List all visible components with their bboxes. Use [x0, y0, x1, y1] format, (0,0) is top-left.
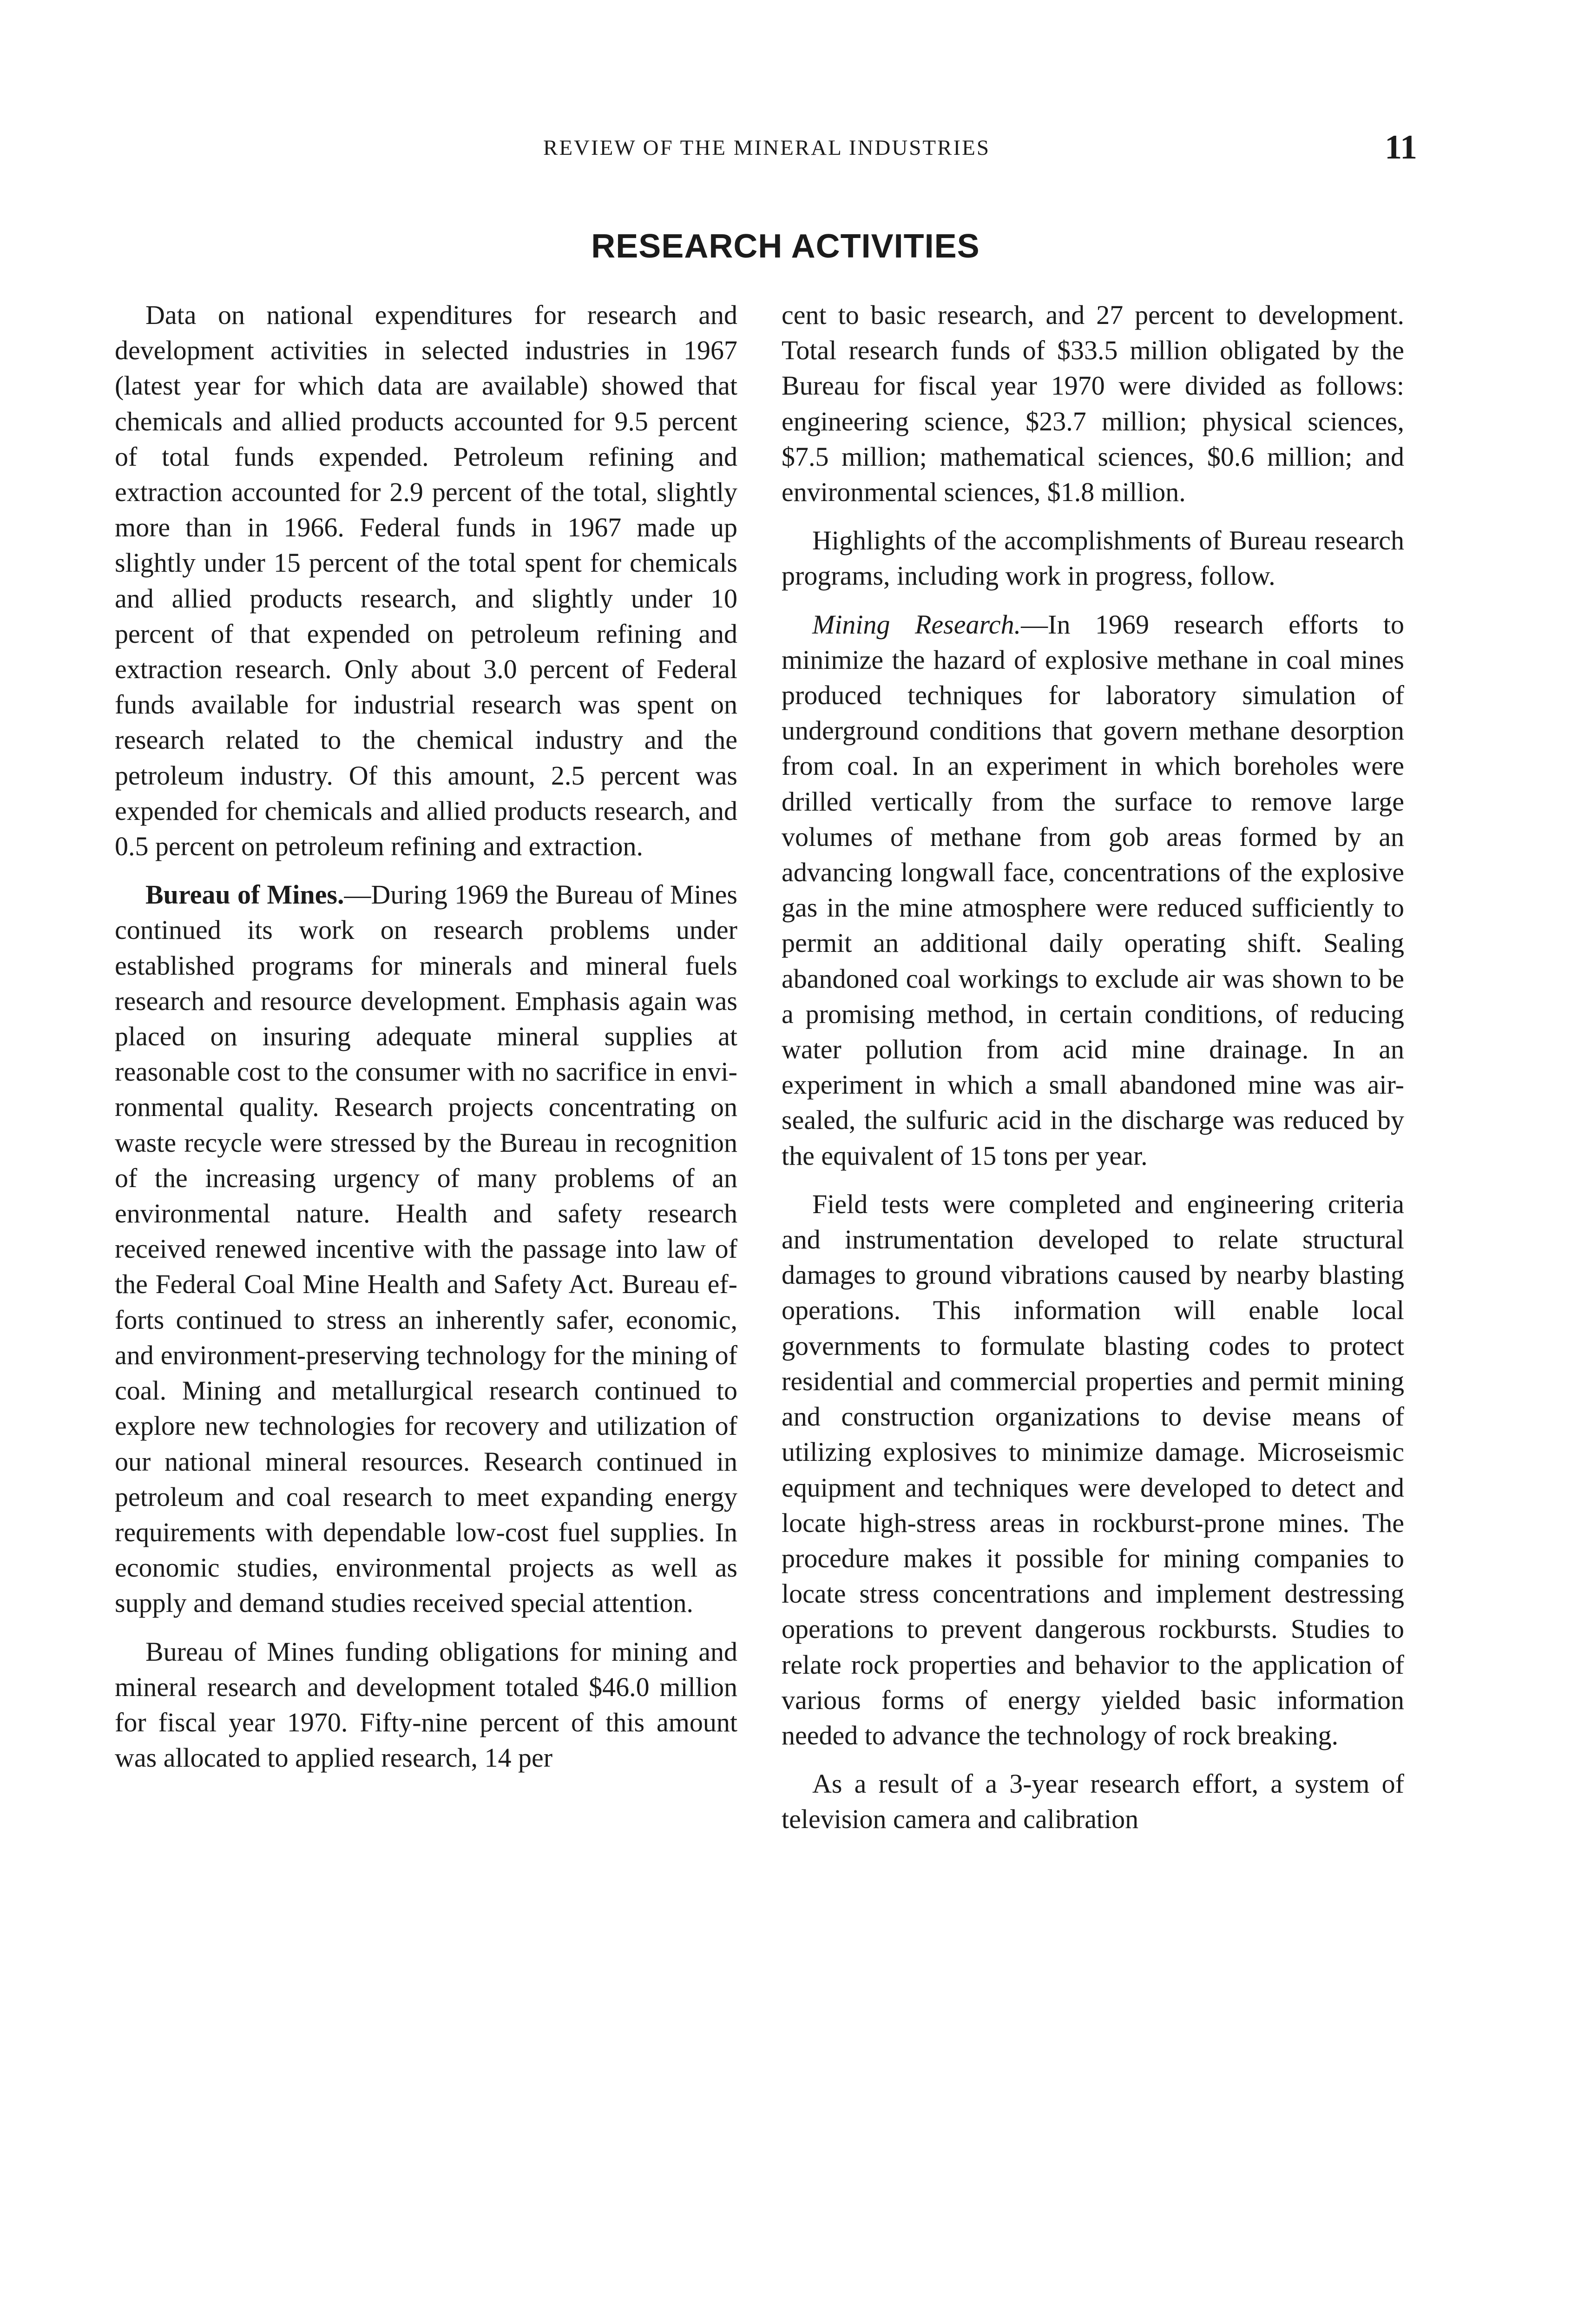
paragraph-bureau-of-mines-body: —During 1969 the Bureau of Mines continued its work on research problems under established programs for minerals and mineral fuels research and resource development. Emphasis again was placed on insuring adequate mineral supplies at reasonable cost to the consumer with no sacrifice in environmental quality. Research projects concentrating on waste recycle were stressed by the Bureau in recognition of the increasing urgency of many problems of an environmental nature. Health and safety research received renewed incentive with the passage into law of the Federal Coal Mine Health and Safety Act. Bureau efforts continued to stress an inherently safer, economic, and environment-preserving technology for the mining of coal. Mining and metallurgical research continued to explore new technologies for recovery and utilization of our national mineral resources. Research continued in petroleum and coal research to meet expanding energy requirements with dependable low-cost fuel supplies. In economic studies, environmental projects as well as supply and demand studies received special attention. [115, 879, 737, 1618]
run-in-heading-mining-research: Mining Research. [812, 609, 1021, 640]
paragraph-rd-expenditures: Data on national expenditures for research and development activities in selected industries in 1967 (latest year for which data are available) showed that chemicals and allied products accounted for 9.5 percent of total funds expended. Petroleum refining and extraction accounted for 2.9 percent of the total, slightly more than in 1966. Federal funds in 1967 made up slightly under 15 percent of the total spent for chemicals and allied products research, and slightly under 10 percent of that expended on petroleum refining and extraction research. Only about 3.0 percent of Federal funds available for industrial research was spent on research related to the chemical industry and the petroleum industry. Of this amount, 2.5 percent was expended for chemicals and allied products research, and 0.5 percent on petroleum refining and extraction. [115, 300, 737, 862]
running-header [116, 128, 1417, 166]
paragraph-television-system: As a result of a 3-year research effort, a system of television camera and calibration [782, 1769, 1404, 1835]
paragraph-mining-research-body: —In 1969 research efforts to minimize the hazard of explosive methane in coal mines produced techniques for laboratory simulation of underground conditions that govern methane desorption from coal. In an experiment in which boreholes were drilled vertically from the surface to remove large volumes of methane from gob areas formed by an advancing longwall face, concentrations of the explosive gas in the mine atmosphere were reduced sufficiently to permit an additional daily operating shift. Sealing abandoned coal workings to exclude air was shown to be a promising method, in certain conditions, of reducing water pollution from acid mine drainage. In an experiment in which a small abandoned mine was air-sealed, the sulfuric acid in the discharge was reduced by the equivalent of 15 tons per year. [782, 609, 1404, 1171]
paragraph-funding-continued: cent to basic research, and 27 percent to development. Total research funds of $33.5 million obligated by the Bureau for fiscal year 1970 were divided as follows: engineering science, $23.7 million; physical sciences, $7.5 million; mathematical sciences, $0.6 million; and environmental sciences, $1.8 million. [782, 300, 1404, 508]
run-in-heading-bureau-of-mines: Bureau of Mines. [145, 879, 344, 910]
section-heading: RESEARCH ACTIVITIES [591, 228, 980, 265]
page-number: 11 [1385, 128, 1417, 166]
running-title: REVIEW OF THE MINERAL INDUSTRIES [543, 136, 990, 160]
paragraph-bureau-of-mines [115, 877, 737, 1621]
paragraph-field-tests: Field tests were completed and engineering criteria and instrumentation developed to relate structural damages to ground vibrations caused by nearby blasting operations. This information will enable local governments to formulate blasting codes to protect residential and commercial properties and permit mining and construction organizations to devise means of utilizing explosives to minimize damage. Microseismic equipment and techniques were developed to detect and locate high-stress areas in rockburst-prone mines. The procedure makes it possible for mining companies to locate stress concentrations and implement destressing operations to prevent dangerous rockbursts. Studies to relate rock properties and behavior to the application of various forms of energy yielded basic information needed to advance the technology of rock breaking. [782, 1188, 1404, 1750]
right-column [782, 297, 1404, 1850]
left-column [115, 297, 737, 1789]
paragraph-mining-research [782, 607, 1404, 1174]
paragraph-highlights: Highlights of the accomplishments of Bureau research programs, including work in progress, follow. [782, 525, 1404, 591]
paragraph-funding-obligations: Bureau of Mines funding obligations for mining and mineral research and development totaled $46.0 million for fiscal year 1970. Fifty-nine percent of this amount was allocated to applied research, 14 per [115, 1636, 737, 1773]
